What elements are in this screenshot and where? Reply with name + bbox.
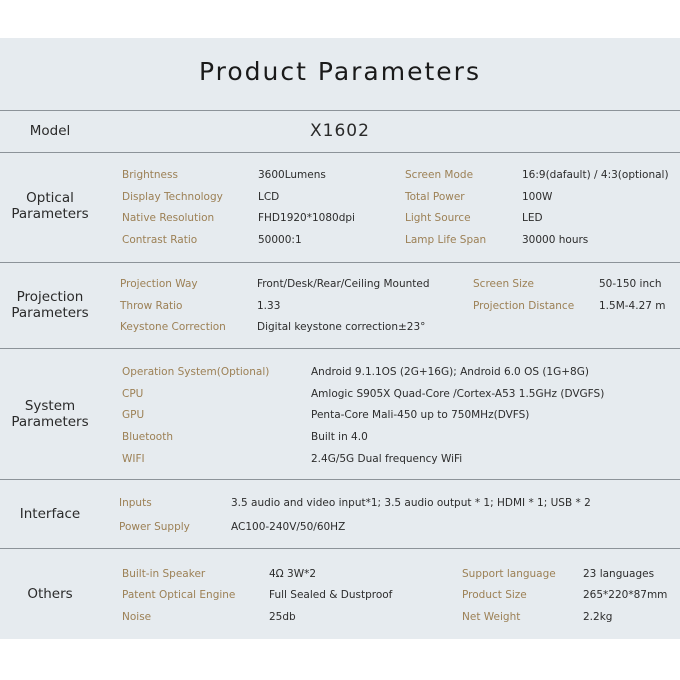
spec-value: 100W — [522, 191, 553, 203]
projection-heading — [0, 289, 100, 321]
spec-label: Net Weight — [462, 611, 521, 623]
spec-value: 4Ω 3W*2 — [269, 568, 317, 580]
spec-label: Throw Ratio — [120, 300, 183, 312]
spec-value: 50000:1 — [258, 234, 302, 246]
spec-value: 3.5 audio and video input*1; 3.5 audio output * 1; HDMI * 1; USB * 2 — [231, 497, 591, 509]
spec-label: Total Power — [405, 191, 465, 203]
optical-heading-line2: Parameters — [11, 206, 89, 222]
spec-value: 1.33 — [257, 300, 281, 312]
system-heading-line1: System — [24, 398, 76, 414]
spec-label: CPU — [122, 388, 144, 400]
page-title: Product Parameters — [199, 57, 481, 86]
projection-heading-line2: Parameters — [11, 305, 89, 321]
spec-label: Display Technology — [122, 191, 223, 203]
spec-value: LCD — [258, 191, 280, 203]
spec-value: Amlogic S905X Quad-Core /Cortex-A53 1.5GHz (DVGFS) — [311, 388, 605, 400]
spec-label: Lamp Life Span — [405, 234, 487, 246]
spec-label: Inputs — [119, 497, 152, 509]
spec-value: 265*220*87mm — [583, 589, 668, 601]
spec-value: 23 languages — [583, 568, 655, 580]
projection-section — [0, 263, 680, 349]
spec-value: 1.5M-4.27 m — [599, 300, 666, 312]
spec-label: Product Size — [462, 589, 527, 601]
spec-label: Contrast Ratio — [122, 234, 198, 246]
spec-value: 25db — [269, 611, 296, 623]
interface-heading: Interface — [19, 506, 81, 522]
optical-heading-line1: Optical — [26, 190, 74, 206]
spec-label: Screen Size — [473, 278, 534, 290]
spec-label: Projection Distance — [473, 300, 575, 312]
spec-label: Power Supply — [119, 521, 190, 533]
spec-label: Operation System(Optional) — [122, 366, 270, 378]
spec-label: Keystone Correction — [120, 321, 226, 333]
system-section — [0, 349, 680, 480]
interface-section — [0, 480, 680, 549]
spec-value: Penta-Core Mali-450 up to 750MHz(DVFS) — [311, 409, 530, 421]
system-heading-line2: Parameters — [11, 414, 89, 430]
spec-label: Noise — [122, 611, 152, 623]
spec-value: 50-150 inch — [599, 278, 662, 290]
spec-value: 16:9(dafault) / 4:3(optional) — [522, 169, 669, 181]
spec-value: Front/Desk/Rear/Ceiling Mounted — [257, 278, 430, 290]
spec-label: Screen Mode — [405, 169, 474, 181]
others-heading: Others — [27, 586, 73, 602]
spec-value: LED — [522, 212, 543, 224]
spec-label: Native Resolution — [122, 212, 215, 224]
spec-value: 30000 hours — [522, 234, 589, 246]
optical-section — [0, 153, 680, 263]
spec-label: Light Source — [405, 212, 471, 224]
spec-value: 2.4G/5G Dual frequency WiFi — [311, 453, 463, 465]
spec-label: GPU — [122, 409, 145, 421]
spec-label: WIFI — [122, 453, 145, 465]
spec-label: Support language — [462, 568, 556, 580]
spec-label: Brightness — [122, 169, 178, 181]
spec-value: 2.2kg — [583, 611, 613, 623]
title-row — [0, 38, 680, 111]
spec-label: Bluetooth — [122, 431, 173, 443]
spec-value: Built in 4.0 — [311, 431, 368, 443]
spec-label: Patent Optical Engine — [122, 589, 236, 601]
spec-value: Full Sealed & Dustproof — [269, 589, 393, 601]
spec-label: Projection Way — [120, 278, 198, 290]
spec-value: Digital keystone correction±23° — [257, 321, 426, 333]
optical-heading — [0, 190, 100, 222]
spec-value: FHD1920*1080dpi — [258, 212, 355, 224]
others-section — [0, 549, 680, 639]
spec-value: 3600Lumens — [258, 169, 326, 181]
model-row — [0, 111, 680, 153]
spec-value: Android 9.1.1OS (2G+16G); Android 6.0 OS (1G+8G) — [311, 366, 589, 378]
system-heading — [0, 398, 100, 430]
spec-value: AC100-240V/50/60HZ — [231, 521, 346, 533]
model-value: X1602 — [310, 121, 370, 141]
model-label: Model — [29, 123, 71, 139]
spec-label: Built-in Speaker — [122, 568, 206, 580]
projection-heading-line1: Projection — [16, 289, 84, 305]
